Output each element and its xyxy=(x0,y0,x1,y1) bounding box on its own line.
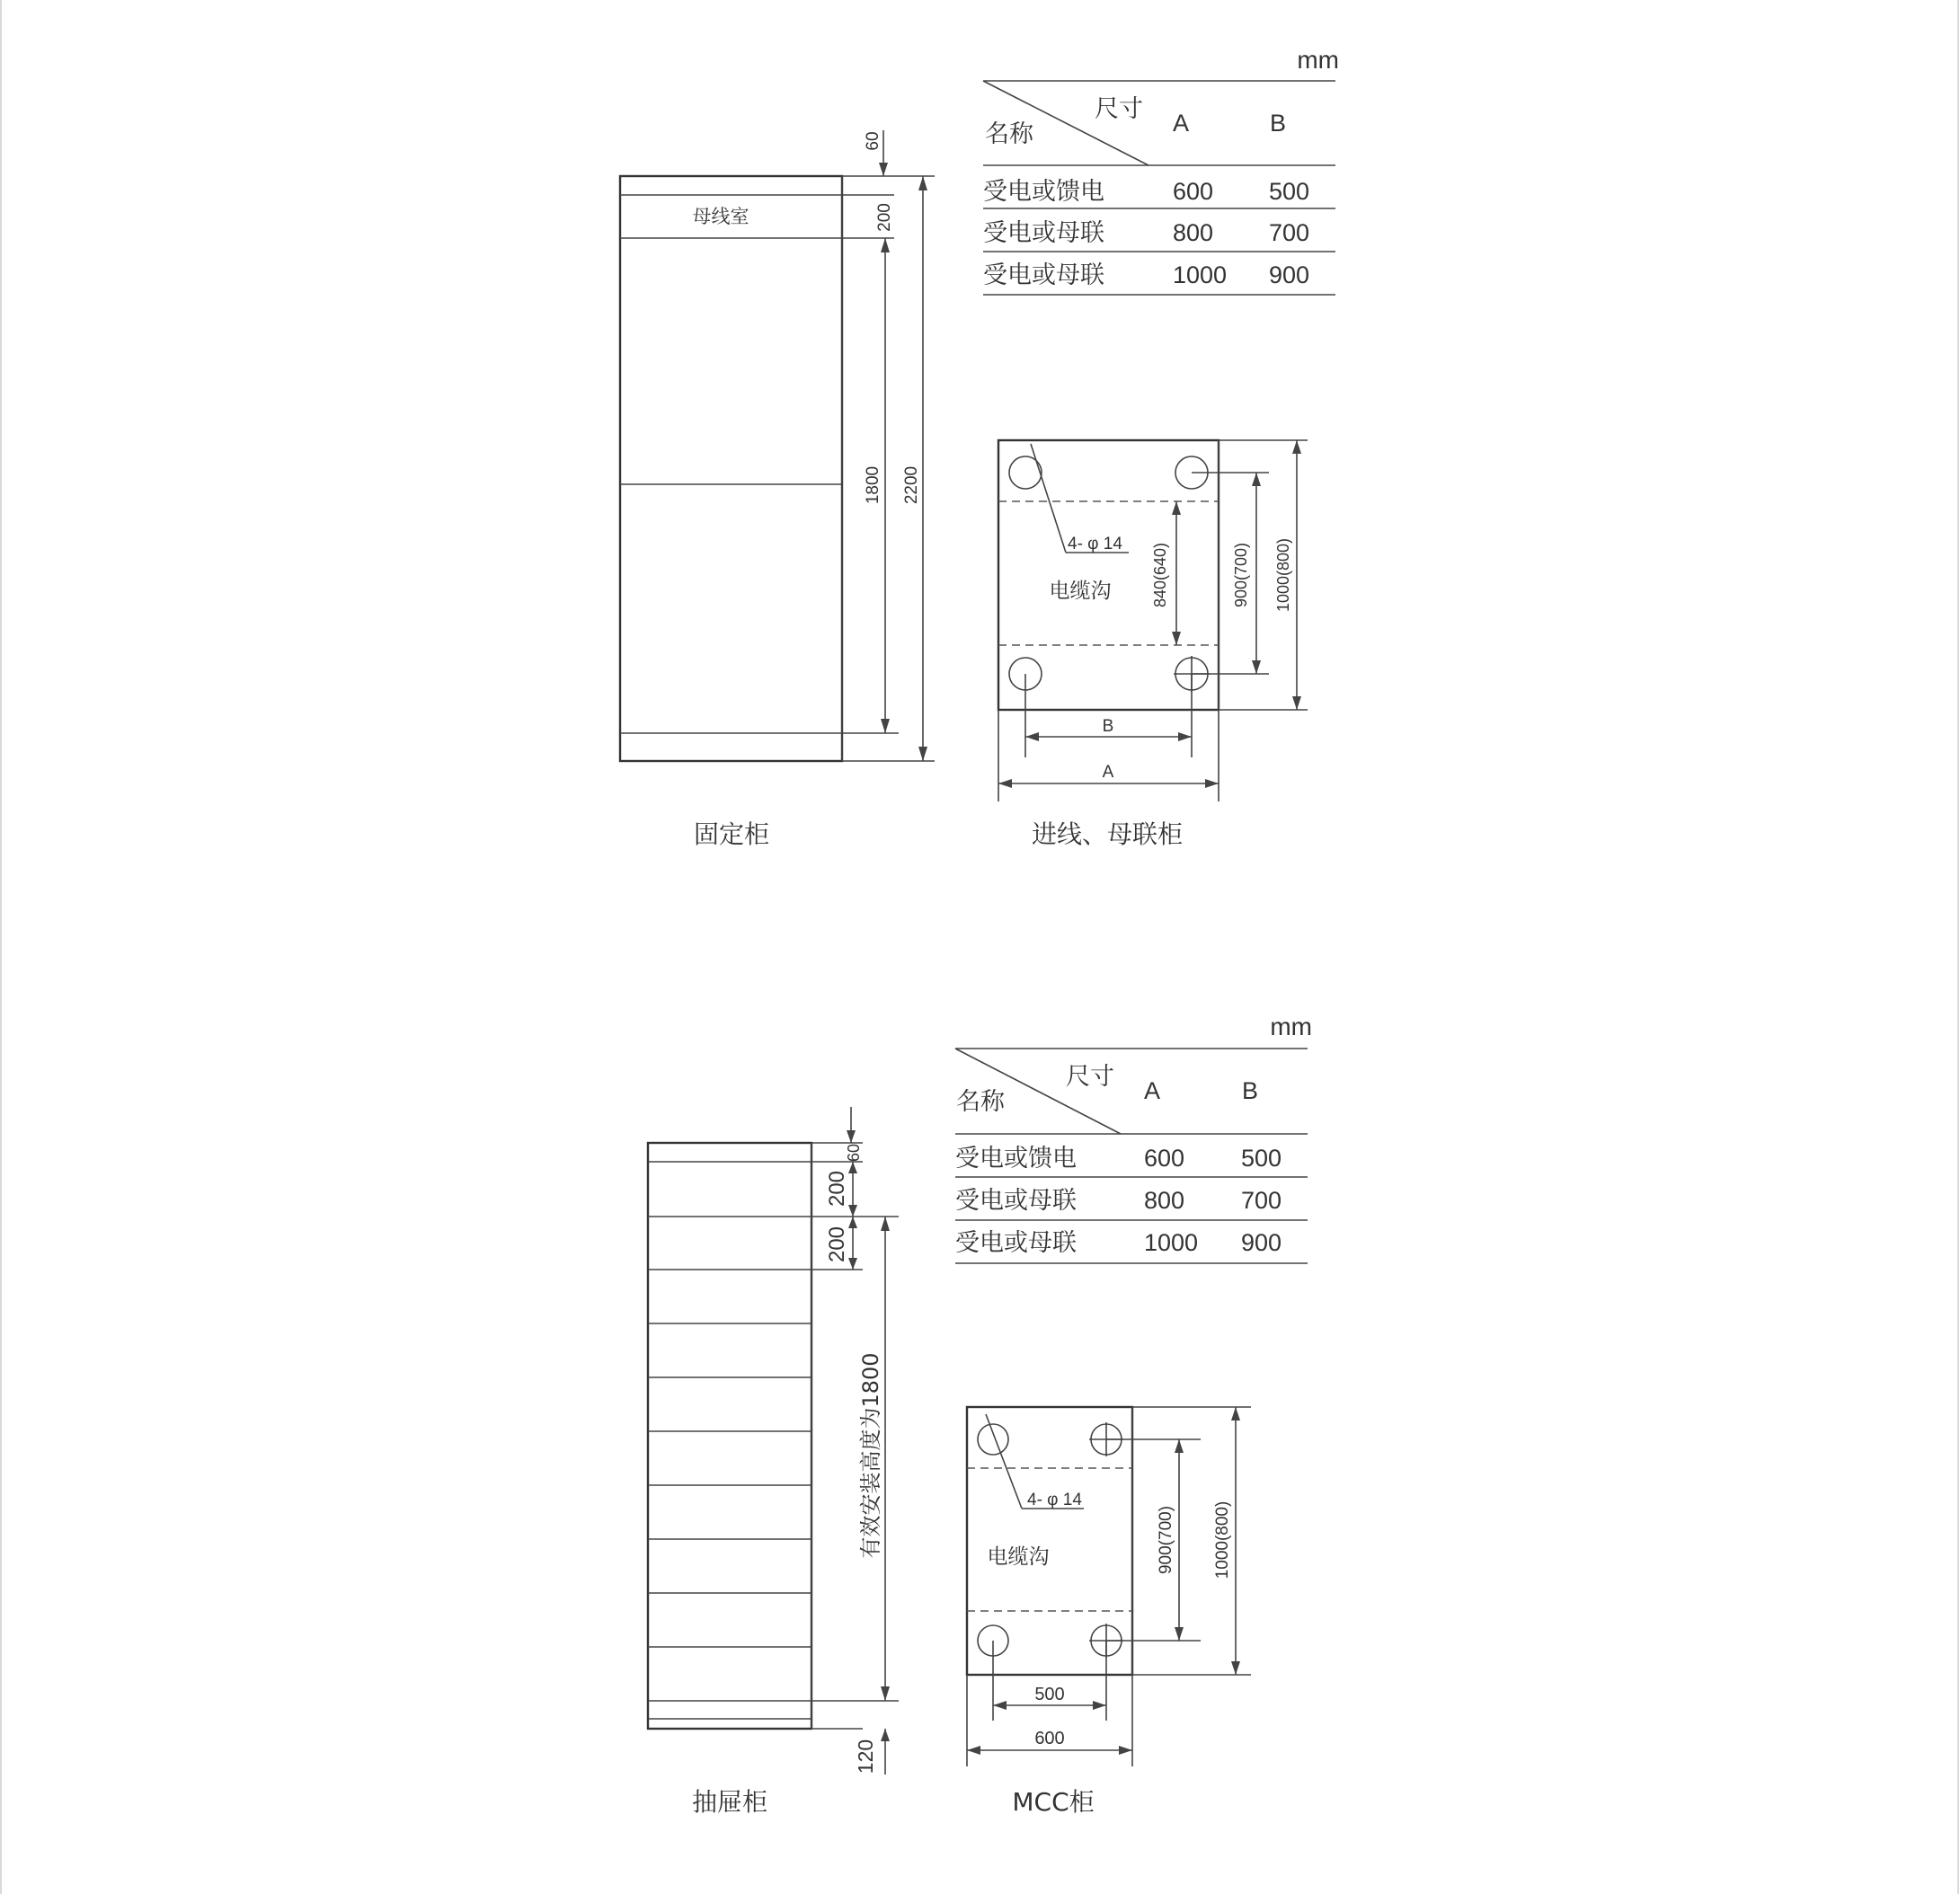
dim-a-label: A xyxy=(1102,763,1114,782)
holes-label: 4- φ 14 xyxy=(1068,535,1122,553)
dim-900-label: 900(700) xyxy=(1232,542,1250,608)
dim-b-label: B xyxy=(1102,717,1114,736)
dim-200-label: 200 xyxy=(875,203,894,232)
table-bottom xyxy=(955,1013,1312,1263)
drawer-cabinet-caption: 抽屉柜 xyxy=(691,1787,768,1817)
dim-60-label: 60 xyxy=(845,1143,863,1163)
table-top-row-b: 700 xyxy=(1269,219,1310,246)
dim-1000-label: 1000(800) xyxy=(1274,537,1292,613)
table-top-row-b: 900 xyxy=(1269,261,1310,288)
table-top-col-b: B xyxy=(1270,110,1287,137)
dim-60-label: 60 xyxy=(864,131,882,151)
table-top-row-a: 600 xyxy=(1173,178,1214,205)
cable-trench-label: 电缆沟 xyxy=(987,1545,1050,1569)
incoming-cabinet-plan xyxy=(998,440,1308,849)
dim-200-label: 200 xyxy=(825,1226,849,1263)
dim-120-label: 120 xyxy=(854,1739,877,1775)
cable-trench-label: 电缆沟 xyxy=(1049,580,1112,603)
table-bottom-col-a: A xyxy=(1144,1077,1161,1104)
dim-200-label: 200 xyxy=(825,1170,849,1208)
table-top xyxy=(983,46,1339,295)
table-bottom-row-name: 受电或馈电 xyxy=(955,1145,1077,1173)
table-top-col-a: A xyxy=(1173,110,1190,137)
mcc-cabinet-plan xyxy=(967,1407,1251,1817)
table-top-header-name: 名称 xyxy=(985,120,1033,148)
table-bottom-header-dim: 尺寸 xyxy=(1066,1063,1114,1091)
dim-900-label: 900(700) xyxy=(1157,1505,1175,1575)
table-bottom-row-b: 500 xyxy=(1241,1145,1282,1172)
holes-label: 4- φ 14 xyxy=(1027,1491,1082,1509)
table-bottom-row-a: 600 xyxy=(1144,1145,1185,1172)
dim-840-label: 840(640) xyxy=(1151,542,1169,608)
table-top-row-a: 1000 xyxy=(1173,261,1228,288)
units-label-top: mm xyxy=(1297,46,1339,74)
table-bottom-row-a: 1000 xyxy=(1144,1229,1199,1256)
bus-room-label: 母线室 xyxy=(692,206,749,227)
dim-1800-label: 1800 xyxy=(864,465,882,505)
units-label-bottom: mm xyxy=(1270,1013,1312,1040)
incoming-cabinet-caption: 进线、母联柜 xyxy=(1031,819,1184,849)
table-top-row-name: 受电或馈电 xyxy=(983,178,1104,206)
table-top-row-a: 800 xyxy=(1173,219,1214,246)
table-top-row-b: 500 xyxy=(1269,178,1310,205)
table-bottom-row-b: 700 xyxy=(1241,1187,1282,1214)
table-bottom-col-b: B xyxy=(1242,1077,1259,1104)
table-top-row-name: 受电或母联 xyxy=(983,219,1104,247)
fixed-cabinet-drawing xyxy=(620,130,935,849)
dim-2200-label: 2200 xyxy=(902,465,921,505)
table-bottom-row-name: 受电或母联 xyxy=(955,1187,1077,1215)
table-bottom-row-a: 800 xyxy=(1144,1187,1185,1214)
dim-effective-height-label: 有效安装高度为1800 xyxy=(858,1352,883,1559)
dim-1000-label: 1000(800) xyxy=(1213,1500,1232,1580)
dim-600-label: 600 xyxy=(1034,1729,1065,1748)
table-bottom-header-name: 名称 xyxy=(956,1088,1005,1116)
table-bottom-row-name: 受电或母联 xyxy=(955,1229,1077,1257)
table-bottom-row-b: 900 xyxy=(1241,1229,1282,1256)
mounting-hole-icon xyxy=(978,1424,1008,1455)
mcc-cabinet-caption: MCC柜 xyxy=(1012,1787,1095,1817)
drawer-cabinet-drawing xyxy=(648,1107,899,1817)
dim-500-label: 500 xyxy=(1034,1685,1065,1704)
table-top-row-name: 受电或母联 xyxy=(983,261,1104,289)
fixed-cabinet-caption: 固定柜 xyxy=(693,819,770,849)
table-top-header-dim: 尺寸 xyxy=(1095,95,1143,123)
